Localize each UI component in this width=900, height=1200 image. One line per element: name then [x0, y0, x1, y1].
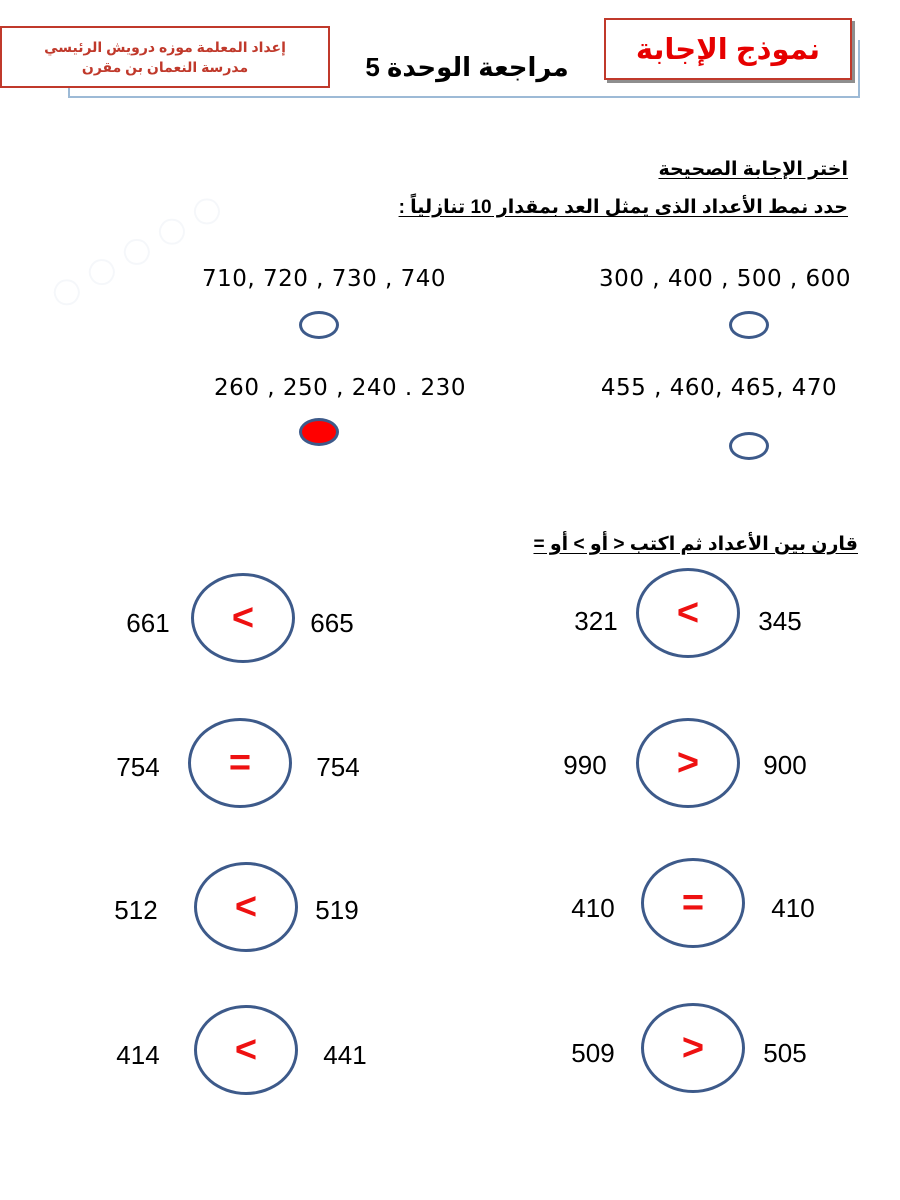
option-radio[interactable]	[299, 418, 339, 446]
compare-right-number: 441	[323, 1040, 367, 1070]
compare-answer-circle[interactable]	[194, 862, 298, 952]
option-text: 455 , 460, 465, 470	[600, 375, 838, 401]
compare-answer-circle[interactable]	[194, 1005, 298, 1095]
option-radio[interactable]	[299, 311, 339, 339]
option-radio[interactable]	[729, 311, 769, 339]
unit-title: مراجعة الوحدة 5	[365, 52, 569, 82]
option-text: 300 , 400 , 500 , 600	[599, 266, 851, 292]
compare-right-number: 754	[316, 752, 360, 782]
watermark: ○ ○ ○ ○ ○	[42, 184, 229, 316]
compare-left-number: 414	[116, 1040, 160, 1070]
compare-left-number: 509	[571, 1038, 615, 1068]
compare-right-number: 900	[763, 750, 807, 780]
compare-answer-circle[interactable]	[641, 858, 745, 948]
compare-symbol: >	[676, 741, 700, 784]
option-text: 710, 720 , 730 , 740	[201, 266, 447, 292]
compare-symbol: <	[234, 885, 258, 928]
compare-symbol: >	[681, 1026, 705, 1069]
compare-answer-circle[interactable]	[188, 718, 292, 808]
section2-heading: قارن بين الأعداد ثم اكتب < أو > أو =	[533, 534, 858, 555]
school-name: مدرسة النعمان بن مقرن	[81, 59, 249, 75]
compare-symbol: <	[676, 591, 700, 634]
compare-right-number: 345	[758, 606, 802, 636]
option-radio[interactable]	[729, 432, 769, 460]
author-box	[0, 26, 330, 88]
compare-symbol: =	[681, 881, 705, 924]
compare-symbol: <	[231, 596, 255, 639]
compare-answer-circle[interactable]	[636, 718, 740, 808]
compare-right-number: 519	[315, 895, 359, 925]
section1-question: حدد نمط الأعداد الذى يمثل العد بمقدار 10 تنازلياً :	[398, 197, 848, 218]
compare-left-number: 321	[574, 606, 618, 636]
compare-answer-circle[interactable]	[191, 573, 295, 663]
compare-left-number: 512	[114, 895, 158, 925]
answer-key-title: نموذج الإجابة	[604, 18, 852, 80]
section1-heading: اختر الإجابة الصحيحة	[658, 159, 848, 180]
compare-left-number: 661	[126, 608, 170, 638]
compare-left-number: 410	[571, 893, 615, 923]
author-name: إعداد المعلمة موزه درويش الرئيسي	[44, 39, 286, 55]
compare-left-number: 754	[116, 752, 160, 782]
compare-symbol: <	[234, 1028, 258, 1071]
option-text: 260 , 250 , 240 . 230	[214, 375, 466, 401]
compare-answer-circle[interactable]	[636, 568, 740, 658]
compare-right-number: 410	[771, 893, 815, 923]
compare-symbol: =	[228, 741, 252, 784]
compare-right-number: 505	[763, 1038, 807, 1068]
compare-right-number: 665	[310, 608, 354, 638]
compare-answer-circle[interactable]	[641, 1003, 745, 1093]
compare-left-number: 990	[563, 750, 607, 780]
